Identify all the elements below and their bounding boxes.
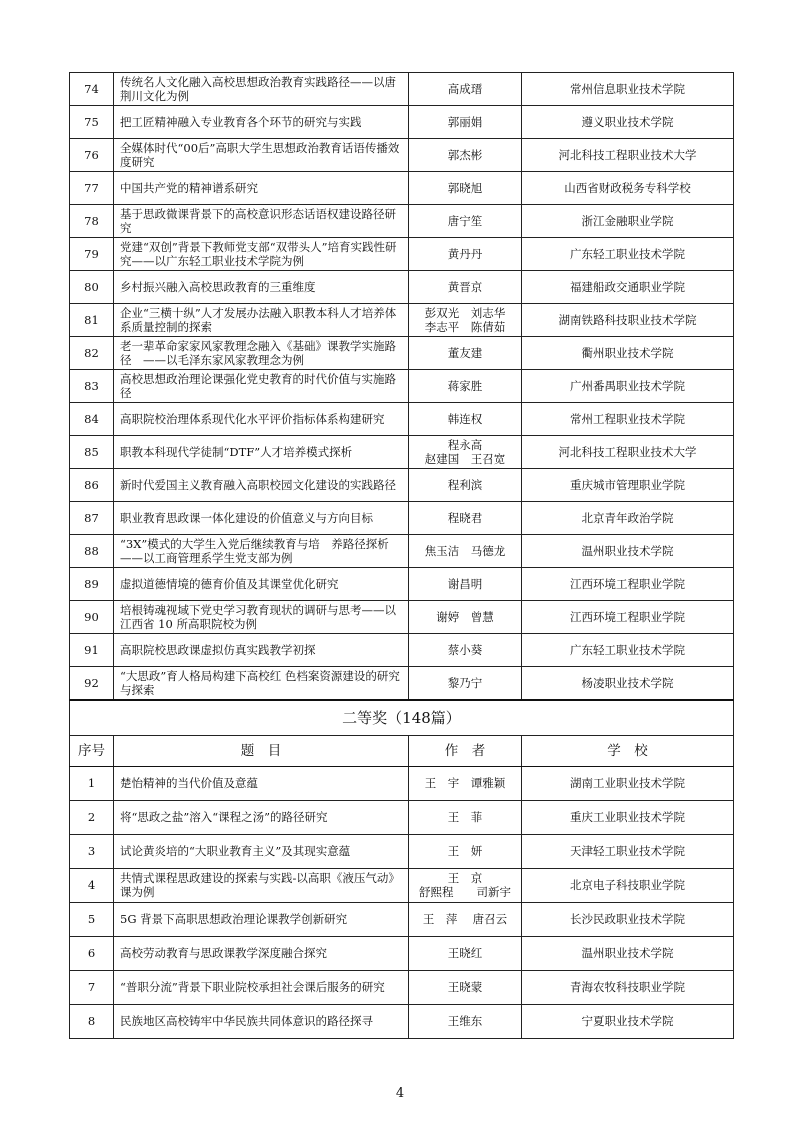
row-number: 91 — [70, 634, 114, 667]
row-number: 79 — [70, 238, 114, 271]
table-row — [70, 868, 734, 902]
row-title: 中国共产党的精神谱系研究 — [114, 172, 409, 205]
table-header-row — [70, 735, 734, 766]
row-author: 董友建 — [409, 337, 522, 370]
row-school: 北京电子科技职业学院 — [522, 868, 734, 902]
row-author: 蒋家胜 — [409, 370, 522, 403]
table-row — [70, 601, 734, 634]
first-prize-continued-rows — [70, 73, 734, 700]
row-school: 衢州职业技术学院 — [522, 337, 734, 370]
row-author: 彭双光 刘志华 李志平 陈倩茹 — [409, 304, 522, 337]
row-author: 高成瑨 — [409, 73, 522, 106]
table-row — [70, 304, 734, 337]
table-row — [70, 172, 734, 205]
row-title: 高职院校思政课虚拟仿真实践教学初探 — [114, 634, 409, 667]
row-title: 传统名人文化融入高校思想政治教育实践路径——以唐荆川文化为例 — [114, 73, 409, 106]
header-number: 序号 — [70, 735, 114, 766]
document-sheet — [69, 72, 733, 1039]
row-number: 85 — [70, 436, 114, 469]
row-number: 78 — [70, 205, 114, 238]
table-row — [70, 1004, 734, 1038]
row-school: 长沙民政职业技术学院 — [522, 902, 734, 936]
row-title: 职业教育思政课一体化建设的价值意义与方向目标 — [114, 502, 409, 535]
row-title: 民族地区高校铸牢中华民族共同体意识的路径探寻 — [114, 1004, 409, 1038]
header-school: 学 校 — [522, 735, 734, 766]
row-author: 郭杰彬 — [409, 139, 522, 172]
table-row — [70, 834, 734, 868]
row-number: 90 — [70, 601, 114, 634]
row-title: 基于思政微课背景下的高校意识形态话语权建设路径研究 — [114, 205, 409, 238]
row-number: 75 — [70, 106, 114, 139]
row-school: 河北科技工程职业技术大学 — [522, 139, 734, 172]
row-school: 青海农牧科技职业学院 — [522, 970, 734, 1004]
table-row — [70, 370, 734, 403]
row-school: 福建船政交通职业学院 — [522, 271, 734, 304]
row-author: 王 宇 谭雅颖 — [409, 766, 522, 800]
header-author: 作 者 — [409, 735, 522, 766]
row-number: 82 — [70, 337, 114, 370]
row-number: 2 — [70, 800, 114, 834]
row-author: 郭丽娟 — [409, 106, 522, 139]
row-title: 党建“双创”背景下教师党支部“双带头人”培育实践性研究——以广东轻工职业技术学院为例 — [114, 238, 409, 271]
table-row — [70, 936, 734, 970]
row-author: 谢昌明 — [409, 568, 522, 601]
row-number: 5 — [70, 902, 114, 936]
row-title: 职教本科现代学徒制“DTF”人才培养模式探析 — [114, 436, 409, 469]
row-title: “大思政”育人格局构建下高校红 色档案资源建设的研究与探索 — [114, 667, 409, 700]
row-title: 虚拟道德情境的德育价值及其课堂优化研究 — [114, 568, 409, 601]
table-row — [70, 73, 734, 106]
row-author: 黄晋京 — [409, 271, 522, 304]
row-author: 焦玉洁 马德龙 — [409, 535, 522, 568]
row-title: 培根铸魂视域下党史学习教育现状的调研与思考——以江西省 10 所高职院校为例 — [114, 601, 409, 634]
row-author: 王晓蒙 — [409, 970, 522, 1004]
table-row — [70, 271, 734, 304]
row-author: 郭晓旭 — [409, 172, 522, 205]
row-author: 程利滨 — [409, 469, 522, 502]
row-title: 乡村振兴融入高校思政教育的三重维度 — [114, 271, 409, 304]
row-author: 王 妍 — [409, 834, 522, 868]
row-author: 黄丹丹 — [409, 238, 522, 271]
row-school: 重庆工业职业技术学院 — [522, 800, 734, 834]
row-school: 温州职业技术学院 — [522, 936, 734, 970]
row-number: 81 — [70, 304, 114, 337]
row-number: 76 — [70, 139, 114, 172]
table-row — [70, 106, 734, 139]
row-number: 74 — [70, 73, 114, 106]
row-school: 遵义职业技术学院 — [522, 106, 734, 139]
row-school: 北京青年政治学院 — [522, 502, 734, 535]
row-title: 高校劳动教育与思政课教学深度融合探究 — [114, 936, 409, 970]
row-author: 蔡小葵 — [409, 634, 522, 667]
table-row — [70, 535, 734, 568]
row-title: 企业“三横十纵”人才发展办法融入职教本科人才培养体系质量控制的探索 — [114, 304, 409, 337]
table-row — [70, 403, 734, 436]
row-school: 湖南铁路科技职业技术学院 — [522, 304, 734, 337]
row-title: 共情式课程思政建设的探索与实践-以高职《液压气动》课为例 — [114, 868, 409, 902]
row-school: 湖南工业职业技术学院 — [522, 766, 734, 800]
row-author: 王 京 舒熙程 司新宇 — [409, 868, 522, 902]
table-row — [70, 568, 734, 601]
section-title: 二等奖（148篇） — [70, 700, 734, 736]
row-number: 80 — [70, 271, 114, 304]
row-author: 王维东 — [409, 1004, 522, 1038]
row-title: 高职院校治理体系现代化水平评价指标体系构建研究 — [114, 403, 409, 436]
row-number: 87 — [70, 502, 114, 535]
table-row — [70, 436, 734, 469]
row-number: 4 — [70, 868, 114, 902]
table-row — [70, 800, 734, 834]
row-title: 老一辈革命家家风家教理念融入《基础》课教学实施路径 ——以毛泽东家风家教理念为例 — [114, 337, 409, 370]
section-title-row — [70, 700, 734, 736]
table-row — [70, 502, 734, 535]
row-school: 广东轻工职业技术学院 — [522, 634, 734, 667]
row-number: 1 — [70, 766, 114, 800]
row-title: 试论黄炎培的“大职业教育主义”及其现实意蕴 — [114, 834, 409, 868]
row-school: 山西省财政税务专科学校 — [522, 172, 734, 205]
row-author: 韩连权 — [409, 403, 522, 436]
row-school: 江西环境工程职业学院 — [522, 568, 734, 601]
row-school: 广州番禺职业技术学院 — [522, 370, 734, 403]
row-number: 3 — [70, 834, 114, 868]
table-row — [70, 766, 734, 800]
row-number: 92 — [70, 667, 114, 700]
row-school: 重庆城市管理职业学院 — [522, 469, 734, 502]
row-author: 黎乃宁 — [409, 667, 522, 700]
row-number: 7 — [70, 970, 114, 1004]
row-author: 谢婷 曾慧 — [409, 601, 522, 634]
row-school: 常州信息职业技术学院 — [522, 73, 734, 106]
row-number: 77 — [70, 172, 114, 205]
award-table — [69, 72, 734, 1039]
row-author: 唐宁笙 — [409, 205, 522, 238]
table-row — [70, 667, 734, 700]
row-number: 86 — [70, 469, 114, 502]
row-title: 高校思想政治理论课强化党史教育的时代价值与实施路径 — [114, 370, 409, 403]
row-school: 常州工程职业技术学院 — [522, 403, 734, 436]
row-author: 王 菲 — [409, 800, 522, 834]
table-row — [70, 205, 734, 238]
row-author: 程晓君 — [409, 502, 522, 535]
header-title: 题 目 — [114, 735, 409, 766]
row-author: 王晓红 — [409, 936, 522, 970]
row-number: 84 — [70, 403, 114, 436]
row-title: “普职分流”背景下职业院校承担社会课后服务的研究 — [114, 970, 409, 1004]
row-author: 王 萍 唐召云 — [409, 902, 522, 936]
row-school: 浙江金融职业学院 — [522, 205, 734, 238]
table-row — [70, 337, 734, 370]
row-school: 杨凌职业技术学院 — [522, 667, 734, 700]
second-prize-rows — [70, 766, 734, 1038]
row-number: 88 — [70, 535, 114, 568]
row-school: 江西环境工程职业学院 — [522, 601, 734, 634]
row-school: 宁夏职业技术学院 — [522, 1004, 734, 1038]
row-number: 8 — [70, 1004, 114, 1038]
table-row — [70, 634, 734, 667]
table-row — [70, 469, 734, 502]
table-row — [70, 139, 734, 172]
row-author: 程永高 赵建国 王召宽 — [409, 436, 522, 469]
row-school: 河北科技工程职业技术大学 — [522, 436, 734, 469]
second-prize-section — [70, 700, 734, 767]
row-school: 温州职业技术学院 — [522, 535, 734, 568]
row-title: 全媒体时代“00后”高职大学生思想政治教育话语传播效度研究 — [114, 139, 409, 172]
row-title: 新时代爱国主义教育融入高职校园文化建设的实践路径 — [114, 469, 409, 502]
row-school: 广东轻工职业技术学院 — [522, 238, 734, 271]
row-title: 将“思政之盐”溶入“课程之汤”的路径研究 — [114, 800, 409, 834]
row-school: 天津轻工职业技术学院 — [522, 834, 734, 868]
row-number: 6 — [70, 936, 114, 970]
table-row — [70, 238, 734, 271]
row-number: 89 — [70, 568, 114, 601]
table-row — [70, 970, 734, 1004]
row-title: 把工匠精神融入专业教育各个环节的研究与实践 — [114, 106, 409, 139]
row-title: 5G 背景下高职思想政治理论课教学创新研究 — [114, 902, 409, 936]
row-number: 83 — [70, 370, 114, 403]
row-title: 楚怡精神的当代价值及意蕴 — [114, 766, 409, 800]
row-title: “3X”模式的大学生入党后继续教育与培 养路径探析 ——以工商管理系学生党支部为例 — [114, 535, 409, 568]
table-row — [70, 902, 734, 936]
page-number: 4 — [395, 1086, 405, 1101]
